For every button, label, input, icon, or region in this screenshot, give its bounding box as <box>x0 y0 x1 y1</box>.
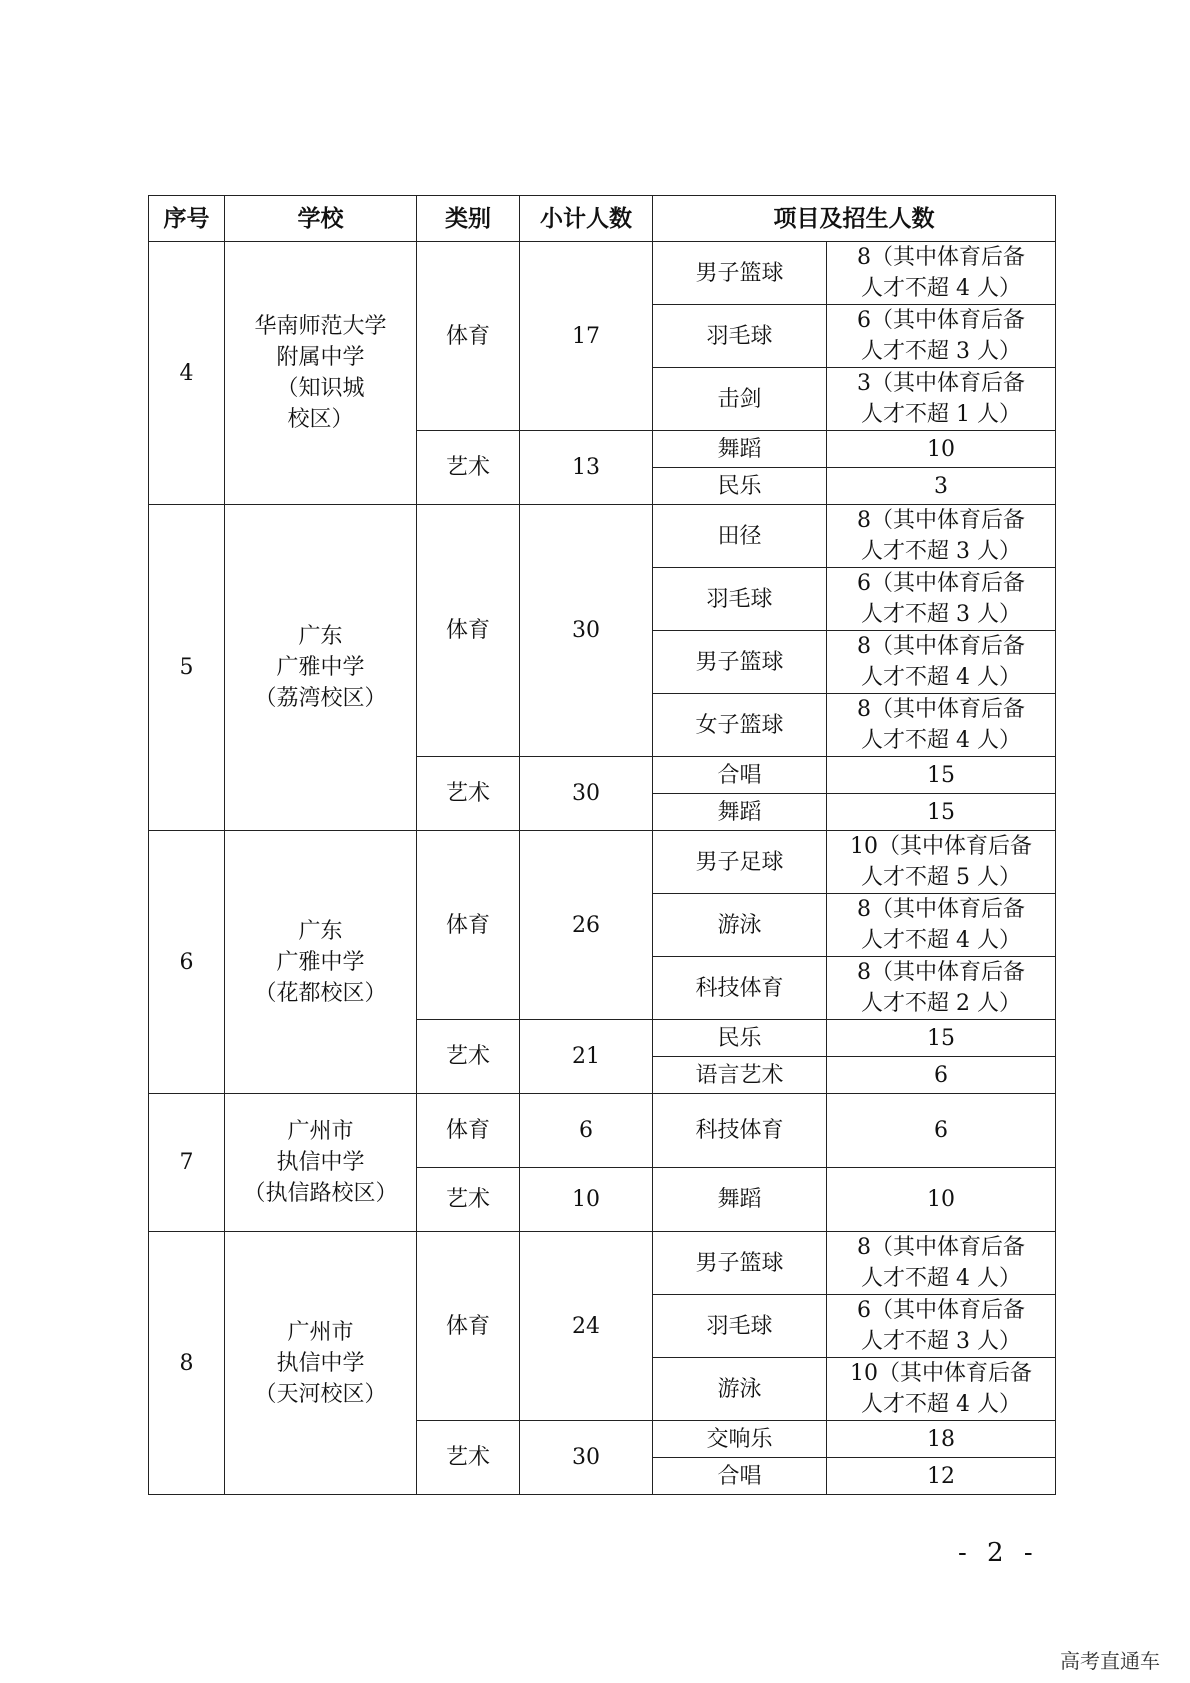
page-number: - 2 - <box>958 1538 1039 1568</box>
project-quota: 8（其中体育后备 人才不超 4 人） <box>827 631 1056 694</box>
project-name: 交响乐 <box>653 1421 827 1458</box>
project-name: 游泳 <box>653 894 827 957</box>
category-subtotal: 21 <box>520 1020 653 1094</box>
project-quota: 18 <box>827 1421 1056 1458</box>
category-type: 艺术 <box>417 1168 520 1232</box>
school-name: 华南师范大学 附属中学 （知识城 校区） <box>225 242 417 505</box>
project-name: 羽毛球 <box>653 305 827 368</box>
category-type: 艺术 <box>417 757 520 831</box>
school-no: 7 <box>149 1094 225 1232</box>
project-name: 合唱 <box>653 1458 827 1495</box>
project-quota: 15 <box>827 757 1056 794</box>
category-subtotal: 26 <box>520 831 653 1020</box>
category-type: 艺术 <box>417 1020 520 1094</box>
category-type: 艺术 <box>417 431 520 505</box>
header-school: 学校 <box>225 196 417 242</box>
table-row <box>149 1094 1056 1168</box>
project-name: 民乐 <box>653 1020 827 1057</box>
school-no: 5 <box>149 505 225 831</box>
project-quota: 15 <box>827 794 1056 831</box>
category-subtotal: 6 <box>520 1094 653 1168</box>
project-quota: 8（其中体育后备 人才不超 3 人） <box>827 505 1056 568</box>
project-name: 男子篮球 <box>653 1232 827 1295</box>
project-name: 民乐 <box>653 468 827 505</box>
category-subtotal: 13 <box>520 431 653 505</box>
project-quota: 3（其中体育后备 人才不超 1 人） <box>827 368 1056 431</box>
category-subtotal: 30 <box>520 1421 653 1495</box>
project-quota: 8（其中体育后备 人才不超 2 人） <box>827 957 1056 1020</box>
table-row <box>149 242 1056 305</box>
project-quota: 6 <box>827 1094 1056 1168</box>
project-name: 舞蹈 <box>653 794 827 831</box>
project-quota: 10（其中体育后备 人才不超 5 人） <box>827 831 1056 894</box>
category-subtotal: 17 <box>520 242 653 431</box>
project-name: 科技体育 <box>653 1094 827 1168</box>
category-subtotal: 30 <box>520 505 653 757</box>
school-name: 广东 广雅中学 （荔湾校区） <box>225 505 417 831</box>
project-name: 男子篮球 <box>653 631 827 694</box>
project-name: 羽毛球 <box>653 568 827 631</box>
category-subtotal: 24 <box>520 1232 653 1421</box>
project-quota: 10 <box>827 431 1056 468</box>
project-quota: 6（其中体育后备 人才不超 3 人） <box>827 305 1056 368</box>
school-no: 8 <box>149 1232 225 1495</box>
category-type: 艺术 <box>417 1421 520 1495</box>
category-type: 体育 <box>417 1094 520 1168</box>
project-quota: 6（其中体育后备 人才不超 3 人） <box>827 568 1056 631</box>
header-projects: 项目及招生人数 <box>653 196 1056 242</box>
table-row <box>149 1232 1056 1295</box>
category-type: 体育 <box>417 1232 520 1421</box>
project-name: 语言艺术 <box>653 1057 827 1094</box>
project-quota: 10（其中体育后备 人才不超 4 人） <box>827 1358 1056 1421</box>
project-quota: 6（其中体育后备 人才不超 3 人） <box>827 1295 1056 1358</box>
project-name: 游泳 <box>653 1358 827 1421</box>
project-name: 合唱 <box>653 757 827 794</box>
table-header-row <box>149 196 1056 242</box>
table-row <box>149 831 1056 894</box>
school-name: 广州市 执信中学 （天河校区） <box>225 1232 417 1495</box>
table-row <box>149 505 1056 568</box>
project-quota: 15 <box>827 1020 1056 1057</box>
project-name: 舞蹈 <box>653 431 827 468</box>
project-name: 舞蹈 <box>653 1168 827 1232</box>
header-category: 类别 <box>417 196 520 242</box>
project-name: 田径 <box>653 505 827 568</box>
school-no: 4 <box>149 242 225 505</box>
project-name: 女子篮球 <box>653 694 827 757</box>
project-name: 男子篮球 <box>653 242 827 305</box>
category-subtotal: 10 <box>520 1168 653 1232</box>
project-quota: 10 <box>827 1168 1056 1232</box>
admission-quota-table <box>148 195 1056 1495</box>
project-name: 击剑 <box>653 368 827 431</box>
watermark-text: 高考直通车 <box>1060 1649 1160 1673</box>
school-name: 广州市 执信中学 （执信路校区） <box>225 1094 417 1232</box>
category-type: 体育 <box>417 505 520 757</box>
project-quota: 8（其中体育后备 人才不超 4 人） <box>827 694 1056 757</box>
header-subtotal: 小计人数 <box>520 196 653 242</box>
project-quota: 8（其中体育后备 人才不超 4 人） <box>827 1232 1056 1295</box>
project-quota: 12 <box>827 1458 1056 1495</box>
project-quota: 6 <box>827 1057 1056 1094</box>
project-name: 男子足球 <box>653 831 827 894</box>
project-name: 羽毛球 <box>653 1295 827 1358</box>
project-quota: 3 <box>827 468 1056 505</box>
category-type: 体育 <box>417 242 520 431</box>
project-name: 科技体育 <box>653 957 827 1020</box>
project-quota: 8（其中体育后备 人才不超 4 人） <box>827 894 1056 957</box>
header-no: 序号 <box>149 196 225 242</box>
category-type: 体育 <box>417 831 520 1020</box>
school-name: 广东 广雅中学 （花都校区） <box>225 831 417 1094</box>
category-subtotal: 30 <box>520 757 653 831</box>
school-no: 6 <box>149 831 225 1094</box>
project-quota: 8（其中体育后备 人才不超 4 人） <box>827 242 1056 305</box>
